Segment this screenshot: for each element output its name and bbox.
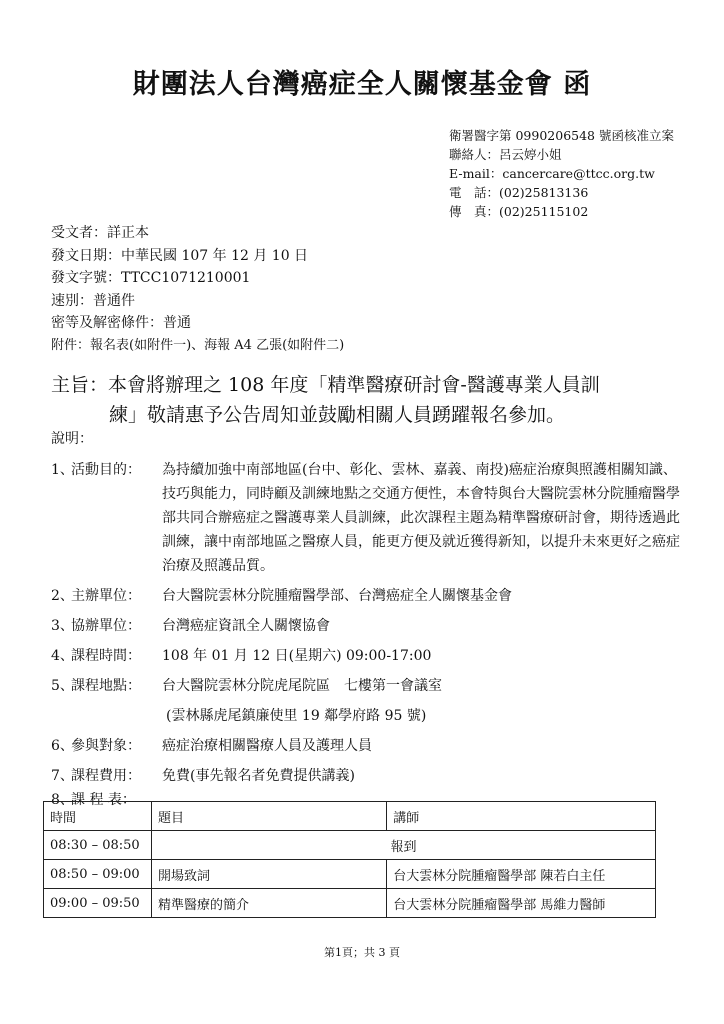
speed: 速別：普通件	[51, 292, 135, 309]
row-time: 09:00 – 09:50	[44, 889, 152, 918]
item-text: 癌症治療相關醫療人員及護理人員	[162, 738, 372, 754]
contact-person: 聯絡人：呂云婷小姐	[449, 147, 562, 162]
attachments: 附件：報名表(如附件一)、海報 A4 乙張(如附件二)	[51, 337, 345, 353]
issue-date: 發文日期：中華民國 107 年 12 月 10 日	[51, 247, 309, 264]
table-row	[44, 860, 656, 889]
item-location	[51, 674, 691, 698]
explanation-items	[51, 458, 691, 812]
page-number: 第1頁；共 3 頁	[324, 946, 400, 959]
item-text: 免費(事先報名者免費提供講義)	[162, 768, 355, 784]
subject	[51, 370, 691, 430]
item-label: 主辦單位：	[71, 588, 141, 604]
location-address: (雲林縣虎尾鎮廉使里 19 鄰學府路 95 號)	[166, 708, 427, 724]
table-row	[44, 889, 656, 918]
item-text: 台大醫院雲林分院虎尾院區 七樓第一會議室	[162, 678, 442, 694]
item-purpose	[51, 458, 691, 578]
doc-number: 發文字號：TTCC1071210001	[51, 270, 251, 286]
item-time	[51, 644, 691, 668]
contact-block	[449, 126, 709, 221]
item-text: 台大醫院雲林分院腫瘤醫學部、台灣癌症全人關懷基金會	[162, 588, 512, 604]
item-label: 課 程 表：	[71, 792, 136, 808]
confidentiality: 密等及解密條件：普通	[51, 315, 191, 331]
item-text: 108 年 01 月 12 日(星期六) 09:00-17:00	[162, 648, 432, 664]
item-label: 協辦單位：	[71, 618, 141, 634]
row-topic: 報到	[151, 831, 655, 860]
subject-line-1: 主旨：本會將辦理之 108 年度「精準醫療研討會-醫護專業人員訓	[51, 374, 600, 396]
item-audience	[51, 734, 691, 758]
row-topic: 開場致詞	[151, 860, 386, 889]
contact-email: E-mail：cancercare@ttcc.org.tw	[449, 166, 655, 181]
row-topic: 精準醫療的簡介	[151, 889, 386, 918]
item-number: 5、	[51, 678, 74, 694]
item-co-organizer	[51, 614, 691, 638]
row-speaker: 台大雲林分院腫瘤醫學部 陳若白主任	[387, 860, 656, 889]
document-title: 財團法人台灣癌症全人關懷基金會 函	[132, 69, 592, 100]
item-label: 課程地點：	[71, 678, 141, 694]
table-row	[44, 831, 656, 860]
item-number: 7、	[51, 768, 74, 784]
document-meta	[51, 222, 691, 357]
header-time: 時間	[44, 802, 152, 831]
item-text: 為持續加強中南部地區(台中、彰化、雲林、嘉義、南投)癌症治療與照護相關知識、技巧與能力，同時顧及訓練地點之交通方便性，本會特與台大醫院雲林分院腫瘤醫學部共同合辦癌症之醫護專業人員訓練，此次課程主題為精準醫療研討會，期待透過此訓練，讓中南部地區之醫療人員，能更方便及就近獲得新知，以提升未來更好之癌症治療及照護品質。	[162, 462, 680, 574]
item-number: 3、	[51, 618, 74, 634]
item-label: 活動目的：	[71, 462, 141, 478]
contact-phone: 電 話：(02)25813136	[449, 185, 589, 200]
item-label: 課程時間：	[71, 648, 141, 664]
item-number: 8、	[51, 792, 74, 808]
table-header-row	[44, 802, 656, 831]
item-number: 2、	[51, 588, 74, 604]
item-number: 4、	[51, 648, 74, 664]
item-number: 1、	[51, 462, 74, 478]
contact-fax: 傳 真：(02)25115102	[449, 204, 589, 219]
row-time: 08:50 – 09:00	[44, 860, 152, 889]
header-topic: 題目	[151, 802, 386, 831]
recipient: 受文者：詳正本	[51, 225, 149, 241]
row-speaker: 台大雲林分院腫瘤醫學部 馬維力醫師	[387, 889, 656, 918]
subject-line-2: 練」敬請惠予公告周知並鼓勵相關人員踴躍報名參加。	[109, 404, 566, 426]
row-time: 08:30 – 08:50	[44, 831, 152, 860]
item-label: 課程費用：	[71, 768, 141, 784]
header-speaker: 講師	[387, 802, 656, 831]
schedule-table	[43, 801, 656, 918]
item-fee	[51, 764, 691, 788]
item-label: 參與對象：	[71, 738, 141, 754]
item-organizer	[51, 584, 691, 608]
item-text: 台灣癌症資訊全人關懷協會	[162, 618, 330, 634]
item-number: 6、	[51, 738, 74, 754]
license-line: 衛署醫字第 0990206548 號函核准立案	[449, 128, 674, 143]
explanation-label: 說明：	[51, 431, 93, 447]
